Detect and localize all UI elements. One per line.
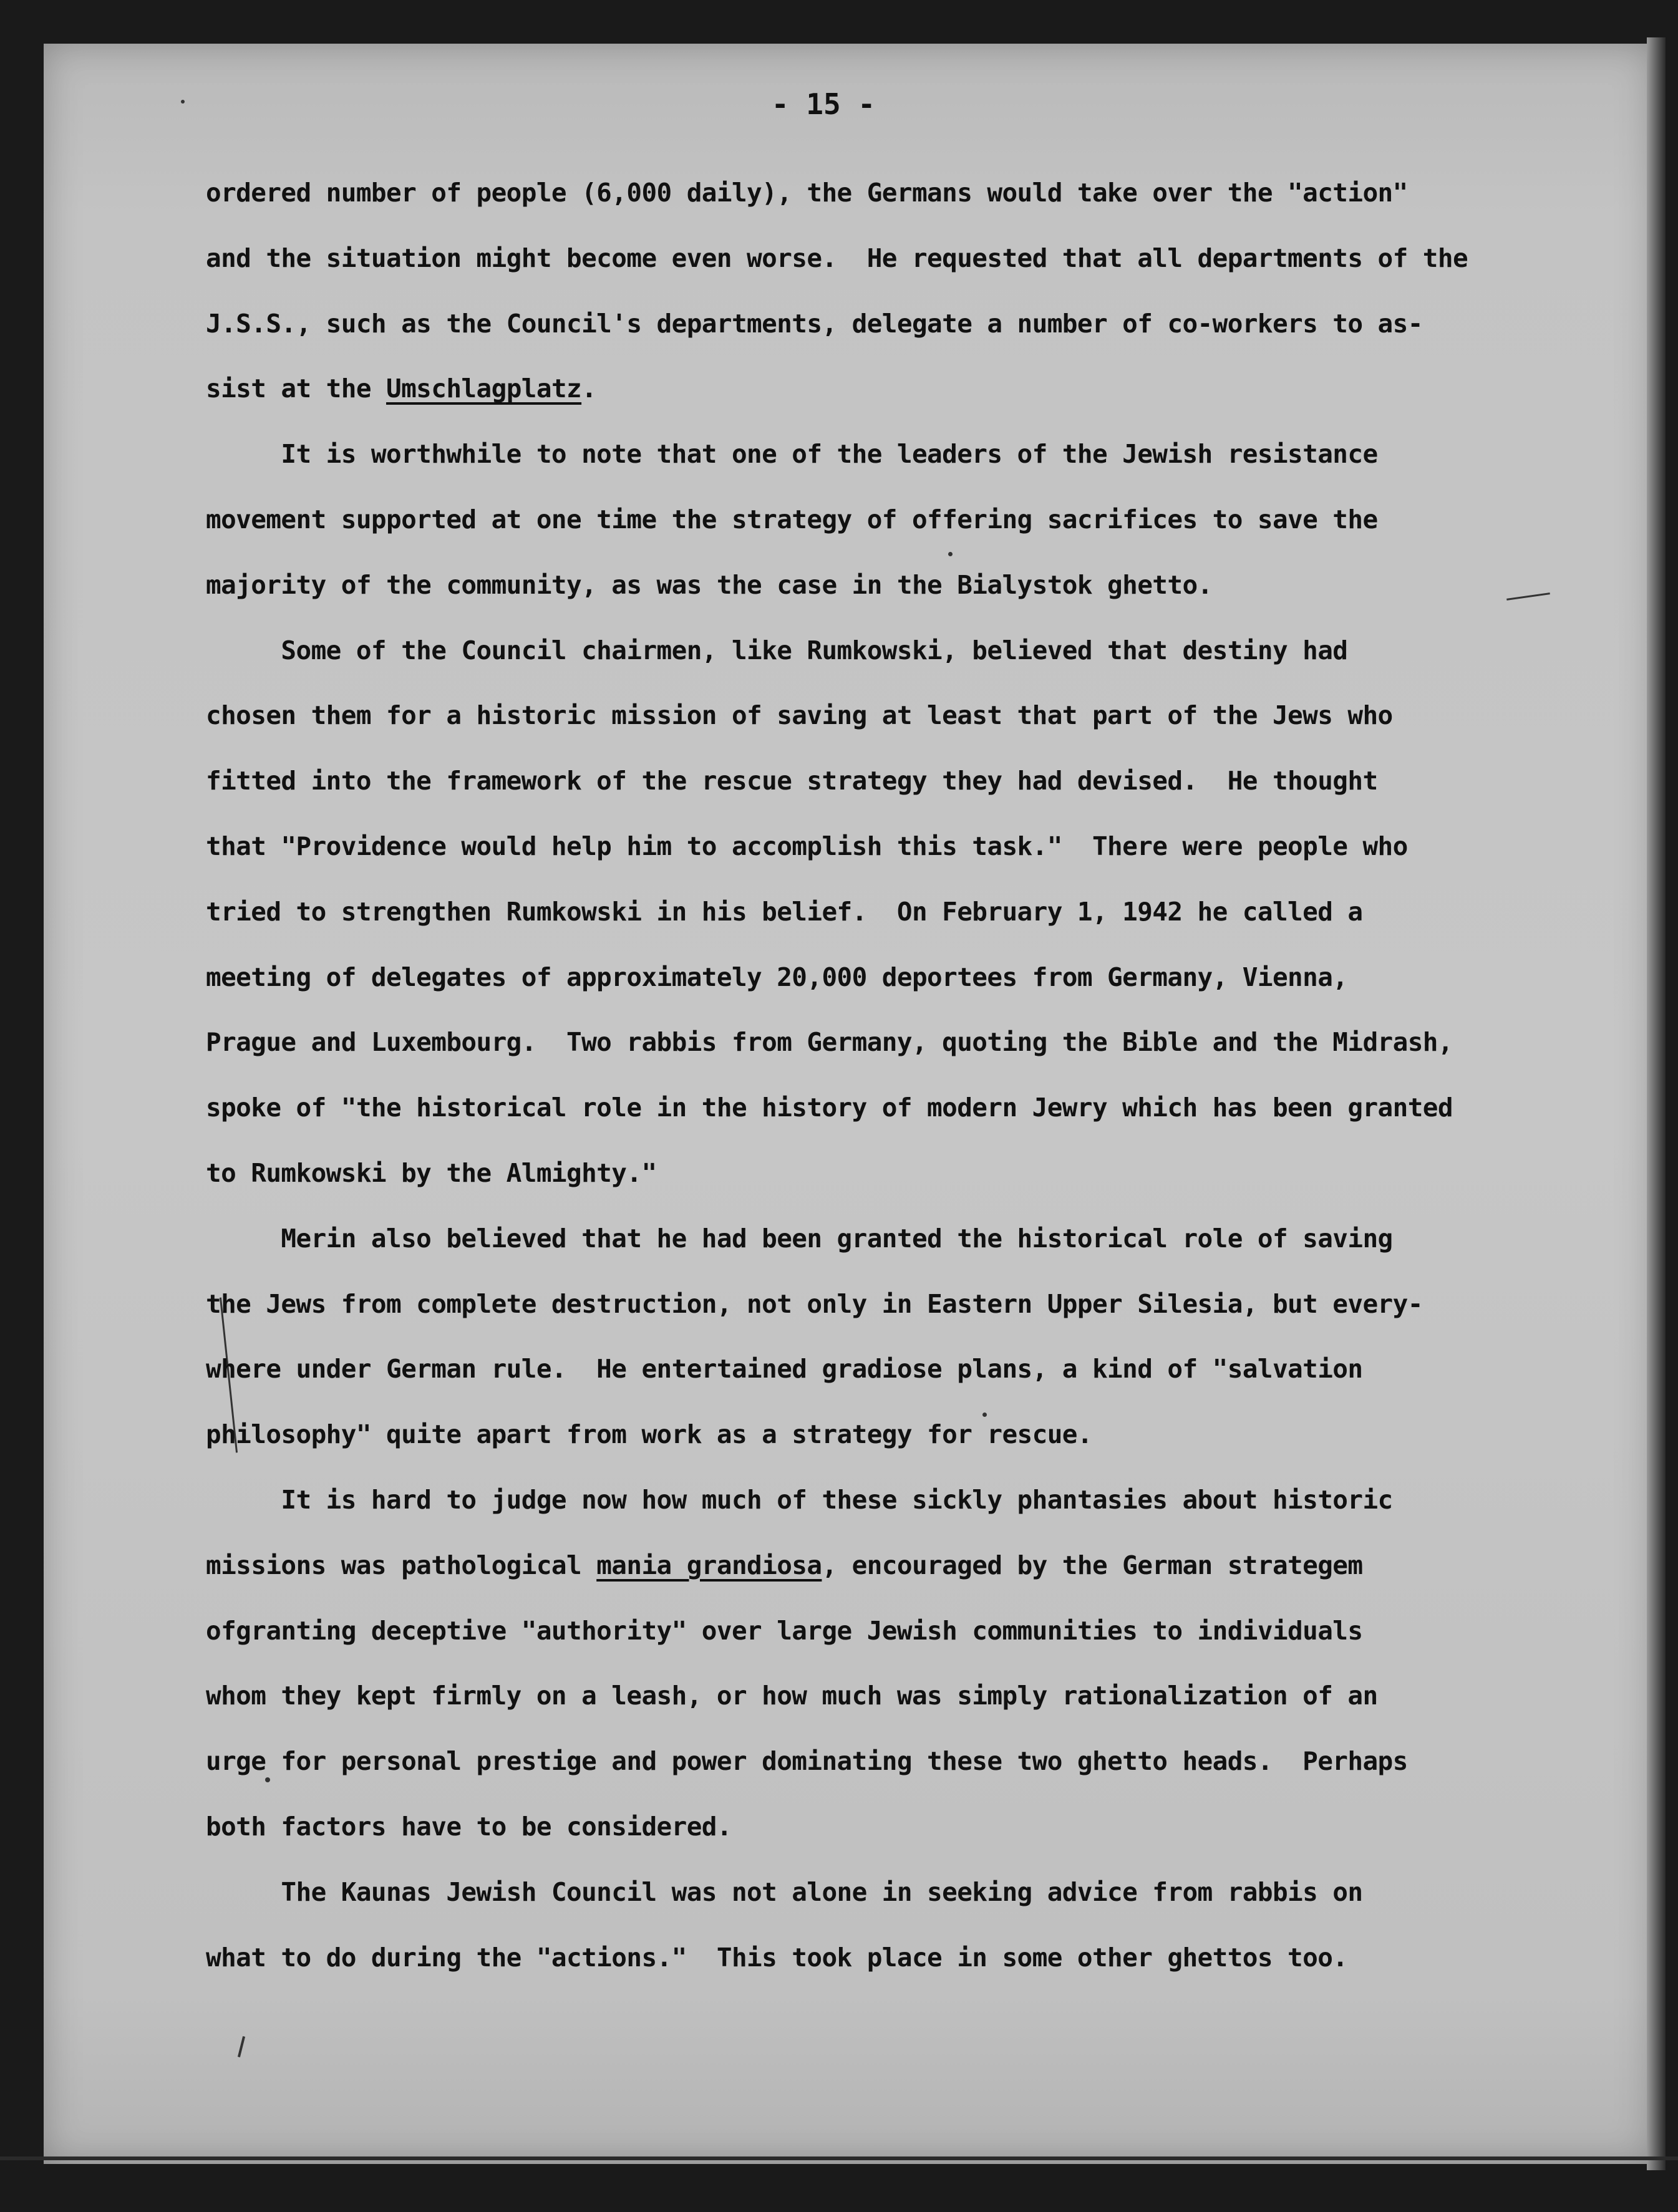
text-line: and the situation might become even worse. He requested that all departments of the	[206, 243, 1468, 273]
underlined-term: mania grandiosa	[596, 1550, 822, 1580]
page-edge-shadow	[1647, 37, 1666, 2170]
text-line: urge for personal prestige and power dominating these two ghetto heads. Perhaps	[206, 1746, 1408, 1777]
text-line: ordered number of people (6,000 daily), the Germans would take over the "action"	[206, 178, 1408, 208]
text-line: that "Providence would help him to accomplish this task." There were people who	[206, 831, 1408, 861]
text-line: movement supported at one time the strategy of offering sacrifices to save the	[206, 504, 1378, 534]
text-line: philosophy" quite apart from work as a strategy for rescue.	[206, 1419, 1092, 1450]
scan-speck	[181, 100, 185, 104]
text-segment: missions was pathological	[206, 1550, 597, 1580]
text-line: both factors have to be considered.	[206, 1811, 732, 1842]
text-line: to Rumkowski by the Almighty."	[206, 1157, 657, 1188]
text-line: the Jews from complete destruction, not only in Eastern Upper Silesia, but every-	[206, 1288, 1423, 1319]
text-line: chosen them for a historic mission of saving at least that part of the Jews who	[206, 700, 1393, 731]
text-line: majority of the community, as was the case in the Bialystok ghetto.	[206, 569, 1213, 600]
text-line: Prague and Luxembourg. Two rabbis from Germany, quoting the Bible and the Midrash,	[206, 1027, 1453, 1058]
text-line: what to do during the "actions." This took place in some other ghettos too.	[206, 1942, 1348, 1973]
text-line: where under German rule. He entertained gradiose plans, a kind of "salvation	[206, 1354, 1363, 1384]
text-line: meeting of delegates of approximately 20,000 deportees from Germany, Vienna,	[206, 962, 1348, 992]
text-line: The Kaunas Jewish Council was not alone in seeking advice from rabbis on	[206, 1876, 1363, 1907]
text-line: It is worthwhile to note that one of the leaders of the Jewish resistance	[206, 439, 1378, 470]
text-line	[206, 374, 1566, 439]
page-number: - 15 -	[771, 87, 876, 121]
text-line	[206, 1550, 1566, 1616]
bottom-border-line	[0, 2156, 1678, 2160]
text-line: Some of the Council chairmen, like Rumkowski, believed that destiny had	[206, 635, 1348, 665]
underlined-term: Umschlagplatz	[386, 374, 582, 404]
document-body	[206, 178, 1566, 2007]
text-segment: , encouraged by the German strategem	[822, 1550, 1363, 1580]
text-segment: sist at the	[206, 374, 387, 404]
text-segment: .	[581, 374, 597, 404]
text-line: Merin also believed that he had been granted the historical role of saving	[206, 1223, 1393, 1253]
text-line: It is hard to judge now how much of these sickly phantasies about historic	[206, 1484, 1393, 1515]
text-line: tried to strengthen Rumkowski in his belief. On February 1, 1942 he called a	[206, 896, 1363, 927]
text-line: whom they kept firmly on a leash, or how much was simply rationalization of an	[206, 1681, 1378, 1711]
text-line: J.S.S., such as the Council's departments, delegate a number of co-workers to as-	[206, 308, 1423, 339]
text-line: spoke of "the historical role in the history of modern Jewry which has been granted	[206, 1093, 1453, 1123]
text-line: ofgranting deceptive "authority" over large Jewish communities to individuals	[206, 1615, 1363, 1646]
text-line: fitted into the framework of the rescue strategy they had devised. He thought	[206, 766, 1378, 796]
